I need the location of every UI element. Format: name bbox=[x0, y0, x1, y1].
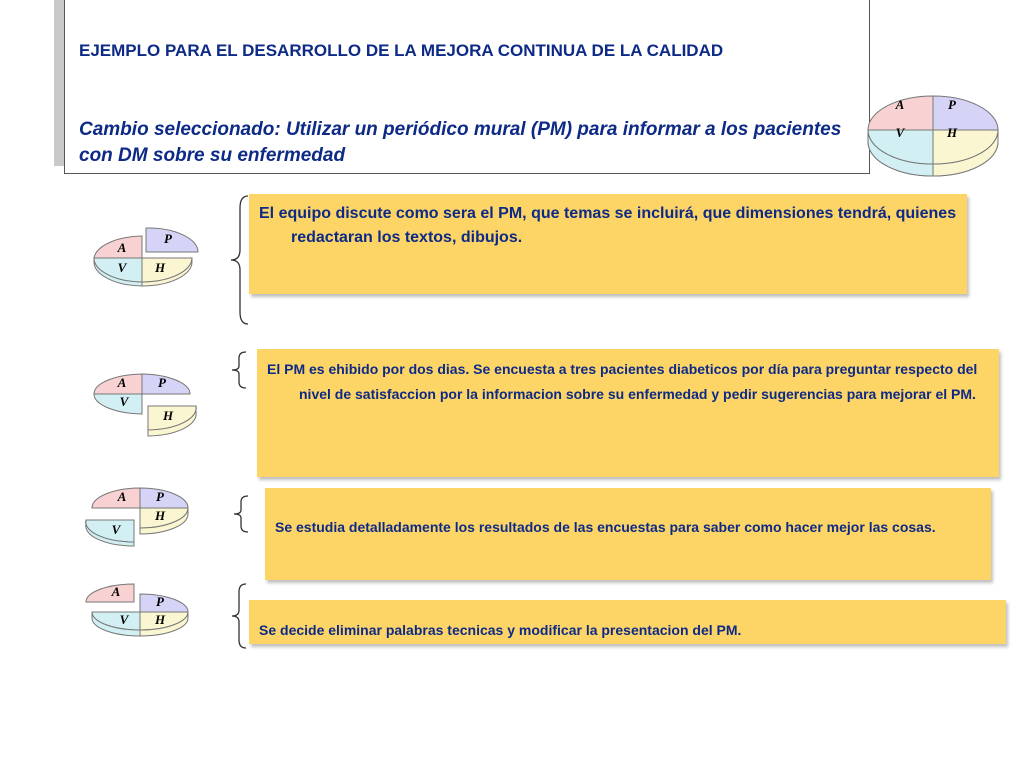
step-text-plan: El equipo discute como sera el PM, que temas se incluirá, que dimensiones tendrá, quienes redactaran los textos, dibujos. bbox=[259, 205, 957, 246]
label-p: P bbox=[948, 97, 956, 112]
label-p: P bbox=[158, 375, 166, 390]
label-a: A bbox=[117, 240, 127, 255]
label-a: A bbox=[895, 97, 905, 112]
label-p: P bbox=[164, 231, 172, 246]
label-h: H bbox=[162, 408, 174, 423]
label-p: P bbox=[156, 489, 164, 504]
label-v: V bbox=[119, 394, 129, 409]
step-box-act bbox=[249, 600, 1006, 644]
label-a: A bbox=[117, 375, 127, 390]
label-v: V bbox=[895, 125, 905, 140]
pdca-cycle-step1 bbox=[92, 226, 202, 290]
header-box bbox=[64, 0, 870, 174]
label-a: A bbox=[111, 584, 121, 599]
label-a: A bbox=[117, 489, 127, 504]
label-h: H bbox=[946, 125, 958, 140]
label-h: H bbox=[154, 260, 166, 275]
pdca-cycle-step3 bbox=[84, 486, 200, 550]
brace-step4 bbox=[228, 582, 250, 650]
pdca-cycle-step4 bbox=[84, 582, 202, 648]
label-v: V bbox=[117, 260, 127, 275]
pdca-cycle-step2 bbox=[92, 372, 202, 440]
step-box-plan bbox=[249, 194, 967, 294]
label-v: V bbox=[119, 612, 129, 627]
label-v: V bbox=[111, 522, 121, 537]
page-title: EJEMPLO PARA EL DESARROLLO DE LA MEJORA CONTINUA DE LA CALIDAD bbox=[79, 41, 724, 60]
step-text-act: Se decide eliminar palabras tecnicas y modificar la presentacion del PM. bbox=[259, 622, 742, 638]
step-text-check: Se estudia detalladamente los resultados de las encuestas para saber como hacer mejor las cosas. bbox=[275, 519, 936, 535]
brace-step3 bbox=[230, 494, 252, 534]
quadrant-p bbox=[933, 96, 998, 130]
step-box-check bbox=[265, 488, 991, 580]
label-h: H bbox=[154, 612, 166, 627]
label-h: H bbox=[154, 508, 166, 523]
brace-step2 bbox=[228, 350, 250, 390]
pdca-cycle-main bbox=[866, 94, 1000, 174]
label-p: P bbox=[156, 594, 164, 609]
page-subtitle: Cambio seleccionado: Utilizar un periódico mural (PM) para informar a los pacientes con DM sobre su enfermedad bbox=[79, 119, 842, 166]
step-text-do: El PM es ehibido por dos dias. Se encuesta a tres pacientes diabeticos por día para preguntar respecto del nivel de satisfaccion por la informacion sobre su enfermedad y pedir sugerencias para mejorar el PM. bbox=[267, 361, 978, 402]
step-box-do bbox=[257, 349, 999, 477]
